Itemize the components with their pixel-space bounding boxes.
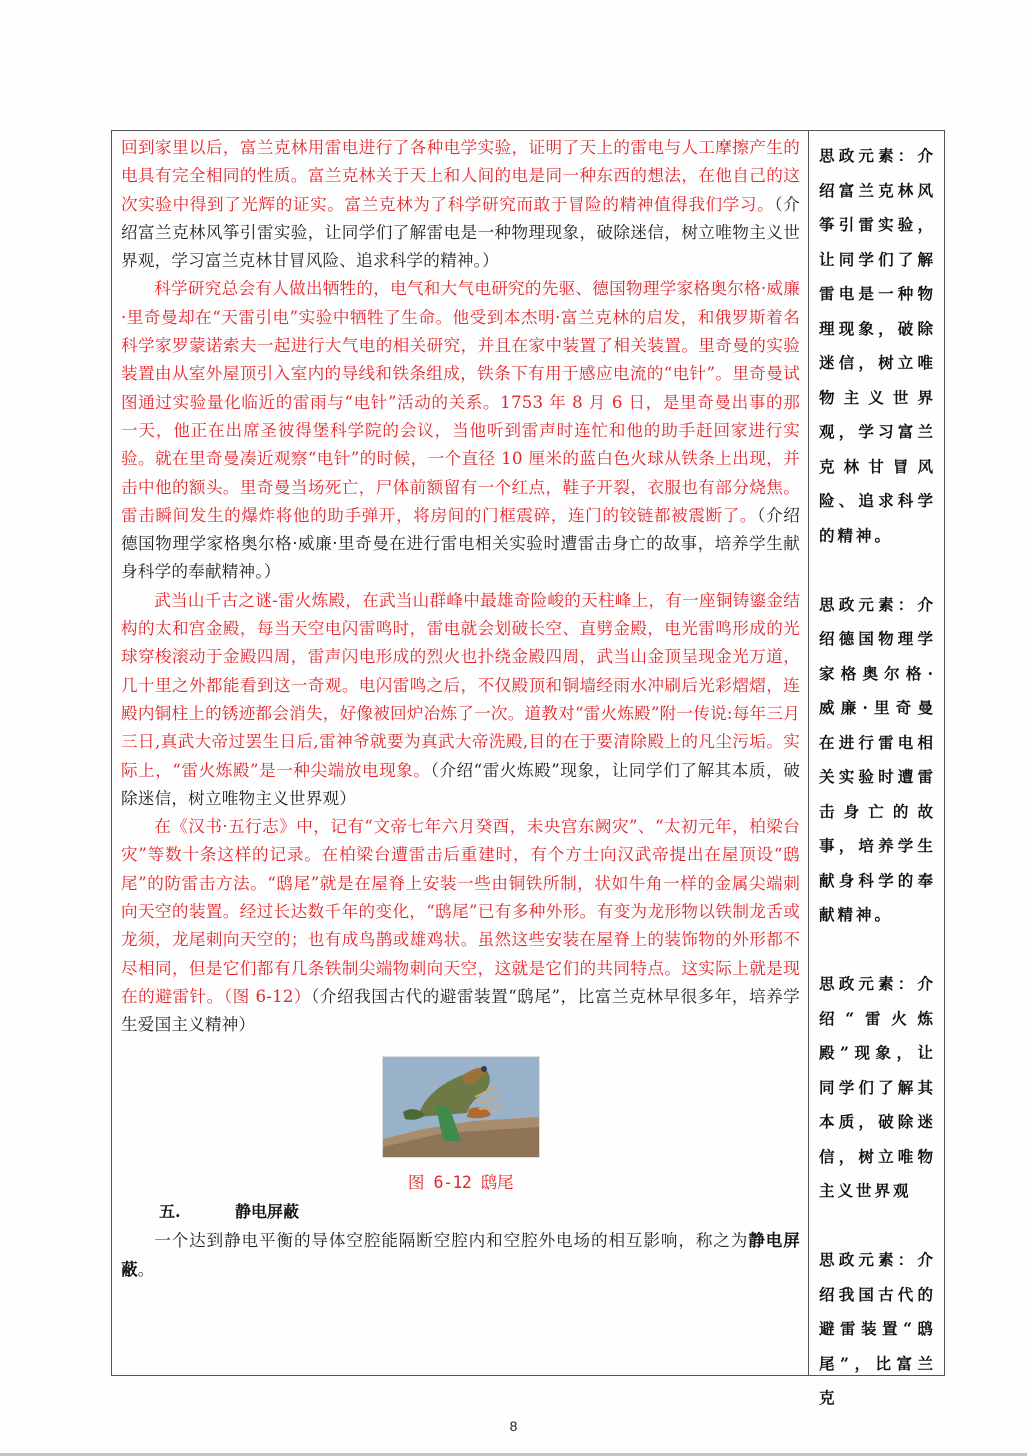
definition-end: 。: [137, 1259, 155, 1279]
narrative-text: 武当山千古之谜-雷火炼殿，在武当山群峰中最雄奇险峻的天柱峰上，有一座铜铸鎏金结构的太和宫金殿，每当天空电闪雷鸣时，雷电就会划破长空、直劈金殿，电光雷鸣形成的光球穿梭滚动于金殿四周，雷声闪电形成的烈火也扑绕金殿四周，武当山金顶呈现金光万道，几十里之外都能看到这一奇观。电闪雷鸣之后，不仅殿顶和铜墙经雨水冲刷后光彩熠熠，连殿内铜柱上的锈迹都会消失，好像被回炉冶炼了一次。道教对“雷火炼殿”附一传说:每年三月三日,真武大帝过罢生日后,雷神爷就要为真武大帝洗殿,目的在于要清除殿上的凡尘污垢。实际上，“雷火炼殿”是一种尖端放电现象。: [121, 590, 800, 780]
definition-paragraph: [121, 1226, 800, 1285]
side-note-richmann: 思政元素：介绍德国物理学家格奥尔格·威廉·里奇曼在进行雷电相关实验时遭雷击身亡的故事，培养学生献身科学的奉献精神。: [819, 594, 936, 924]
narrative-text: 回到家里以后，富兰克林用雷电进行了各种电学实验，证明了天上的雷电与人工摩擦产生的电具有完全相同的性质。富兰克林关于天上和人间的电是同一种东西的想法，在他自己的这次实验中得到了光辉的证实。富兰克林为了科学研究而敢于冒险的精神值得我们学习。: [121, 138, 800, 214]
side-note-wudang: 思政元素：介绍“雷火炼殿”现象，让同学们了解其本质，破除迷信，树立唯物主义世界观: [819, 974, 936, 1200]
narrative-text: 科学研究总会有人做出牺牲的，电气和大气电研究的先驱、德国物理学家格奥尔格·威廉·里奇曼却在“天雷引电”实验中牺牲了生命。他受到本杰明·富兰克林的启发，和俄罗斯着名科学家罗蒙诺索夫一起进行大气电的相关研究，并且在家中装置了相关装置。里奇曼的实验装置由从室外屋顶引入室内的导线和铁条组成，铁条下有用于感应电流的“电针”。里奇曼试图通过实验量化临近的雷雨与“电针”活动的关系。1753 年 8 月 6 日，是里奇曼出事的那一天，他正在出席圣彼得堡科学院的会议，当他听到雷声时连忙和他的助手赶回家进行实验。就在里奇曼凑近观察“电针”的时候，一个直径 10 厘米的蓝白色火球从铁条上出现，并击中他的额头。里奇曼当场死亡，尸体前额留有一个红点，鞋子开裂，衣服也有部分烧焦。雷击瞬间发生的爆炸将他的助手弹开，将房间的门框震碎，连门的铰链都被震断了。: [121, 279, 800, 525]
teaching-note: （介绍富兰克林风筝引雷实验，让同学们了解雷电是一种物理现象，破除迷信，树立唯物主义世界观，学习富兰克林甘冒风险、追求科学的精神。）: [121, 194, 800, 271]
chiwei-photo: [382, 1056, 540, 1158]
narrative-text: 在《汉书·五行志》中，记有“文帝七年六月癸酉，未央宫东阙灾”、“太初元年，柏梁台灾”等数十条这样的记录。在柏梁台遭雷击后重建时，有个方士向汉武帝提出在屋顶设“鸱尾”的防雷击方法。“鸱尾”就是在屋脊上安装一些由铜铁所制，状如牛角一样的金属尖端刺向天空的装置。经过长达数千年的变化，“鸱尾”已有多种外形。有变为龙形物以铁制龙舌或龙须，龙尾刺向天空的；也有成鸟鹊或雄鸡状。虽然这些安装在屋脊上的装饰物的外形都不尽相同，但是它们都有几条铁制尖端物刺向天空，这就是它们的共同特点。这实际上就是现在的避雷针。（图 6-12）: [121, 817, 800, 1006]
ideological-notes-column: [809, 131, 944, 1407]
section-number: 五.: [159, 1201, 181, 1221]
chiwei-image-icon: [383, 1057, 539, 1157]
section-title: 静电屏蔽: [235, 1201, 300, 1221]
lesson-plan-table: [111, 130, 945, 1407]
page-number: 8: [509, 1418, 518, 1434]
paragraph-franklin: [121, 134, 800, 275]
figure-6-12: [121, 1056, 800, 1196]
side-note-chiwei: 思政元素：介绍我国古代的避雷装置“鸱尾”，比富兰克: [819, 1250, 936, 1407]
paragraph-wudang: [121, 587, 800, 813]
defined-term: 静电屏蔽: [121, 1229, 800, 1279]
teaching-note: （介绍“雷火炼殿”现象，让同学们了解其本质，破除迷信，树立唯物主义世界观）: [121, 760, 801, 808]
content-column: [112, 131, 809, 1375]
figure-caption: 图 6-12 鸱尾: [407, 1172, 514, 1192]
side-note-franklin: 思政元素：介绍富兰克林风筝引雷实验，让同学们了解雷电是一种物理现象，破除迷信，树立唯物主义世界观，学习富兰克林甘冒风险、追求科学的精神。: [819, 146, 936, 545]
section-heading: [159, 1198, 800, 1226]
paragraph-richmann: [121, 275, 800, 586]
teaching-note: （介绍德国物理学家格奥尔格·威廉·里奇曼在进行雷电相关实验时遭雷击身亡的故事，培养学生献身科学的奉献精神。）: [121, 505, 800, 582]
paragraph-chiwei: [121, 813, 800, 1039]
definition-text: 一个达到静电平衡的导体空腔能隔断空腔内和空腔外电场的相互影响，称之为: [154, 1230, 749, 1250]
teaching-note: （介绍我国古代的避雷装置“鸱尾”，比富兰克林早很多年，培养学生爱国主义精神）: [121, 986, 800, 1035]
